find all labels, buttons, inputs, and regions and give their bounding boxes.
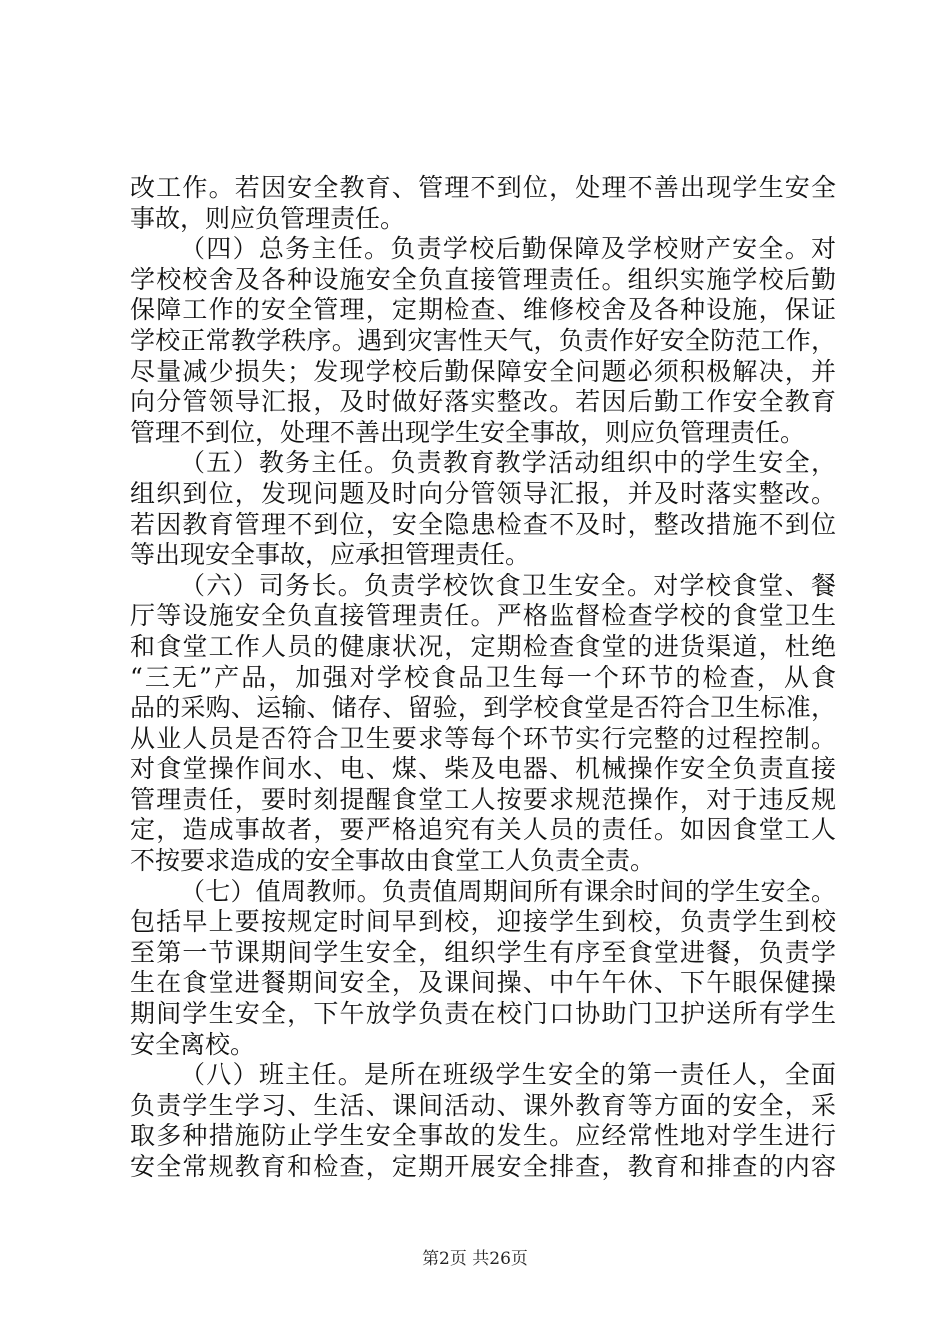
text-line: 至第一节课期间学生安全，组织学生有序至食堂进餐，负责学 xyxy=(130,937,836,967)
text-line: 组织到位，发现问题及时向分管领导汇报，并及时落实整改。 xyxy=(130,478,836,508)
text-line: 对食堂操作间水、电、煤、柴及电器、机械操作安全负责直接 xyxy=(130,754,836,784)
text-line: 安全常规教育和检查，定期开展安全排查，教育和排查的内容 xyxy=(130,1152,836,1181)
text-line: （四）总务主任。负责学校后勤保障及学校财产安全。对 xyxy=(180,234,836,264)
text-line: （五）教务主任。负责教育教学活动组织中的学生安全， xyxy=(180,448,836,478)
text-line: 保障工作的安全管理，定期检查、维修校舍及各种设施，保证 xyxy=(130,295,836,325)
text-line: （六）司务长。负责学校饮食卫生安全。对学校食堂、餐 xyxy=(180,570,836,600)
text-line: 和食堂工作人员的健康状况，定期检查食堂的进货渠道，杜绝 xyxy=(130,631,836,661)
text-line: 管理责任，要时刻提醒食堂工人按要求规范操作，对于违反规 xyxy=(130,784,836,814)
text-line: （七）值周教师。负责值周期间所有课余时间的学生安全。 xyxy=(180,876,836,906)
text-line: 定，造成事故者，要严格追究有关人员的责任。如因食堂工人 xyxy=(130,815,836,845)
text-line: 生在食堂进餐期间安全，及课间操、中午午休、下午眼保健操 xyxy=(130,968,836,998)
text-line: 学校校舍及各种设施安全负直接管理责任。组织实施学校后勤 xyxy=(130,264,836,294)
text-line: 等出现安全事故，应承担管理责任。 xyxy=(130,540,531,570)
text-line: 向分管领导汇报，及时做好落实整改。若因后勤工作安全教育 xyxy=(130,387,836,417)
text-line: 改工作。若因安全教育、管理不到位，处理不善出现学生安全 xyxy=(130,173,836,202)
text-line: 期间学生安全，下午放学负责在校门口协助门卫护送所有学生 xyxy=(130,999,836,1029)
text-line: 事故，则应负管理责任。 xyxy=(130,203,406,233)
text-line: 包括早上要按规定时间早到校，迎接学生到校，负责学生到校 xyxy=(130,907,836,937)
text-line: 取多种措施防止学生安全事故的发生。应经常性地对学生进行 xyxy=(130,1121,836,1151)
document-body xyxy=(130,173,836,1183)
text-line: 若因教育管理不到位，安全隐患检查不及时，整改措施不到位 xyxy=(130,509,836,539)
text-line: 管理不到位，处理不善出现学生安全事故，则应负管理责任。 xyxy=(130,417,806,447)
text-line: “三无”产品，加强对学校食品卫生每一个环节的检查，从食 xyxy=(130,662,836,692)
text-line: （八）班主任。是所在班级学生安全的第一责任人，全面 xyxy=(180,1060,836,1090)
text-line: 安全离校。 xyxy=(130,1029,256,1059)
text-line: 从业人员是否符合卫生要求等每个环节实行完整的过程控制。 xyxy=(130,723,836,753)
text-line: 尽量减少损失；发现学校后勤保障安全问题必须积极解决，并 xyxy=(130,356,836,386)
text-line: 品的采购、运输、储存、留验，到学校食堂是否符合卫生标准， xyxy=(130,693,836,723)
text-line: 厅等设施安全负直接管理责任。严格监督检查学校的食堂卫生 xyxy=(130,601,836,631)
page-footer: 第2页 共26页 xyxy=(422,1249,528,1269)
text-line: 学校正常教学秩序。遇到灾害性天气，负责作好安全防范工作， xyxy=(130,325,836,355)
text-line: 负责学生学习、生活、课间活动、课外教育等方面的安全，采 xyxy=(130,1090,836,1120)
text-line: 不按要求造成的安全事故由食堂工人负责全责。 xyxy=(130,846,656,876)
